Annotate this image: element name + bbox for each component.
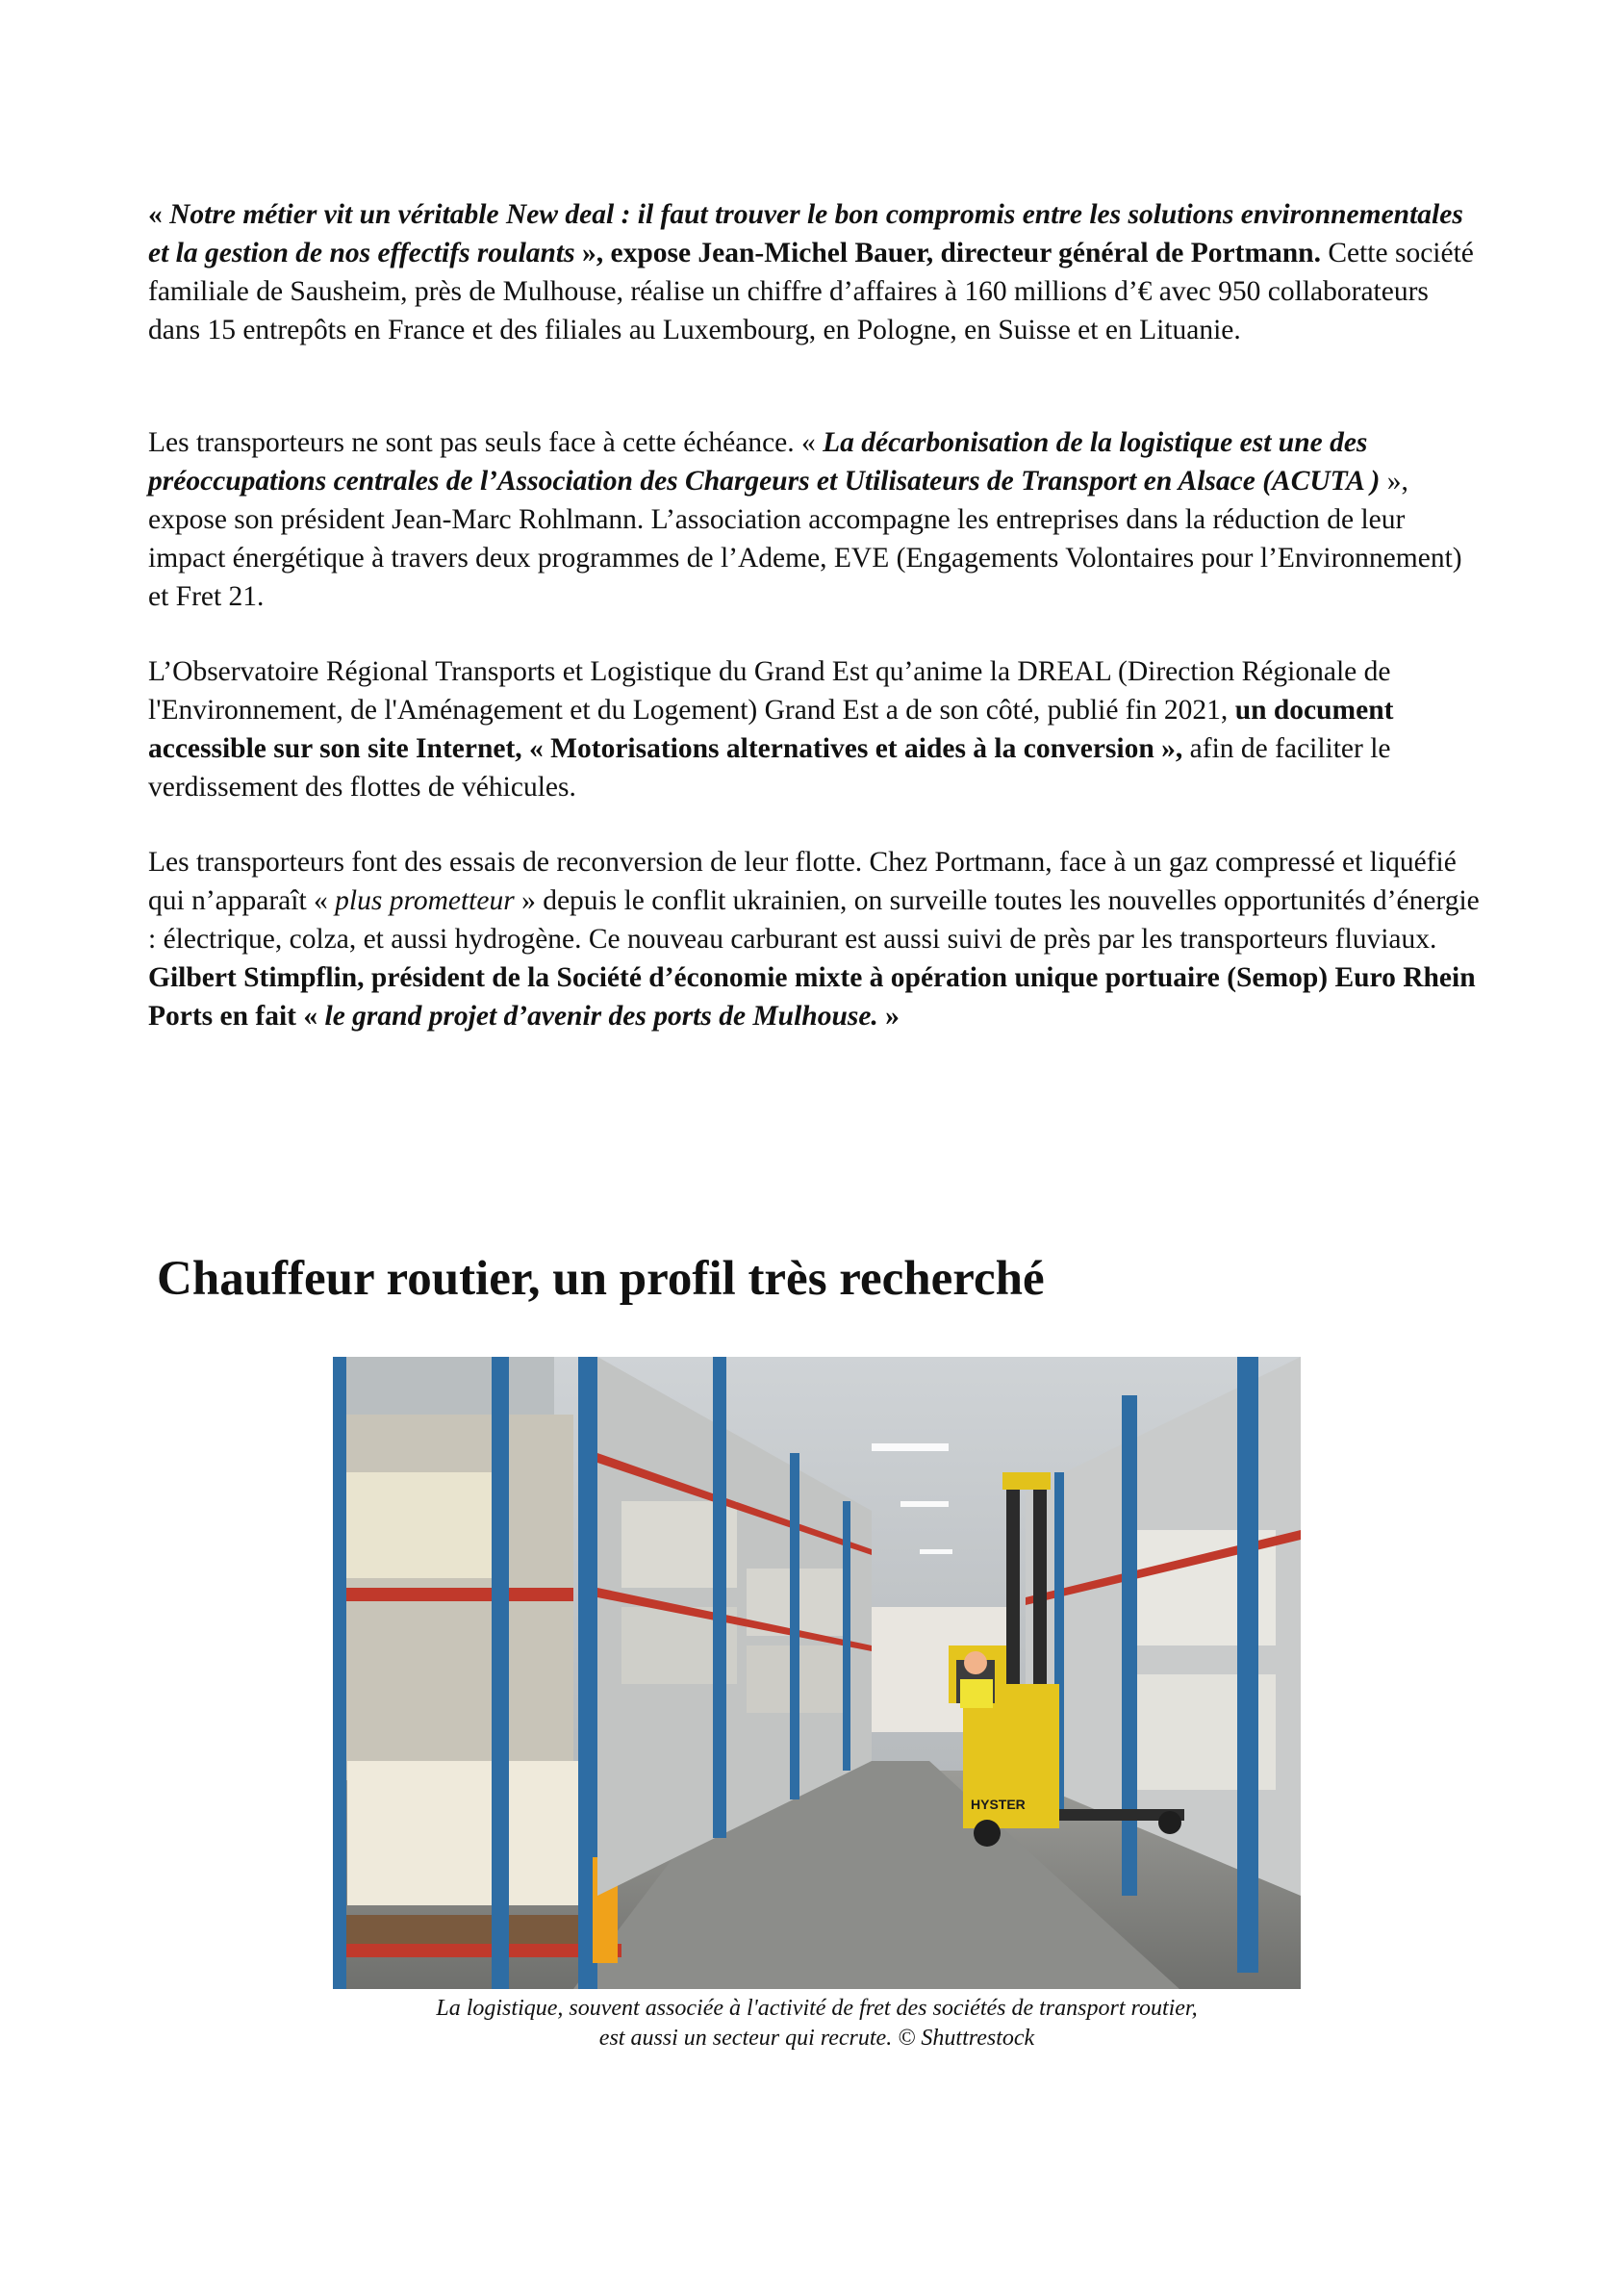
quote-prometteur: plus prometteur <box>335 885 515 916</box>
paragraph-text: L’Observatoire Régional Transports et Logistique du Grand Est qu’anime la DREAL (Direction Régionale de l'Environnement, de l'Aménagement et du Logement) Grand Est a de son côté, publié fin 2021, <box>148 656 1391 726</box>
document-reference: un document accessible sur son site Internet, « Motorisations alternatives et aides à la conversion », <box>148 695 1394 764</box>
paragraph-acuta <box>148 423 1481 616</box>
quote-open: « <box>148 199 170 230</box>
quote-close: » <box>877 1001 900 1032</box>
speaker-bauer: », expose Jean-Michel Bauer, directeur général de Portmann. <box>574 238 1321 268</box>
warehouse-photo <box>333 1357 1301 1989</box>
forklift-brand-label: HYSTER <box>971 1797 1026 1812</box>
paragraph-reconversion <box>148 843 1481 1035</box>
caption-line-2: est aussi un secteur qui recrute. © Shuttrestock <box>598 2026 1035 2051</box>
paragraph-text: Les transporteurs font des essais de reconversion de leur flotte. Chez Portmann, face à un gaz compressé et liquéfié qui n’apparaît « <box>148 847 1457 916</box>
speaker-stimpflin: Gilbert Stimpflin, président de la Société d’économie mixte à opération unique portuaire (Semop) Euro Rhein Ports en fait « <box>148 962 1476 1032</box>
section-heading: Chauffeur routier, un profil très recherché <box>157 1252 1045 1306</box>
paragraph-dreal <box>148 652 1481 806</box>
paragraph-text: Cette société familiale de Sausheim, près de Mulhouse, réalise un chiffre d’affaires à 160 millions d’€ avec 950 collaborateurs dans 15 entrepôts en France et des filiales au Luxembourg, en Pologne, en Suisse et en Lituanie. <box>148 238 1474 345</box>
quote-bauer: Notre métier vit un véritable New deal : il faut trouver le bon compromis entre les solutions environnementales et la gestion de nos effectifs roulants <box>148 199 1463 268</box>
paragraph-text: », expose son président Jean-Marc Rohlmann. L’association accompagne les entreprises dans la réduction de leur impact énergétique à travers deux programmes de l’Ademe, EVE (Engagements Volontaires pour l’Environnement) et Fret 21. <box>148 466 1462 612</box>
quote-stimpflin: le grand projet d’avenir des ports de Mulhouse. <box>324 1001 878 1032</box>
paragraph-portmann <box>148 195 1481 349</box>
photo-caption <box>333 1994 1301 2054</box>
quote-acuta: La décarbonisation de la logistique est une des préoccupations centrales de l’Association des Chargeurs et Utilisateurs de Transport en Alsace (ACUTA ) <box>148 427 1381 497</box>
paragraph-text: afin de faciliter le verdissement des flottes de véhicules. <box>148 733 1391 803</box>
caption-line-1: La logistique, souvent associée à l'activité de fret des sociétés de transport routier, <box>436 1996 1198 2021</box>
paragraph-text: Les transporteurs ne sont pas seuls face à cette échéance. « <box>148 427 824 458</box>
paragraph-text: » depuis le conflit ukrainien, on surveille toutes les nouvelles opportunités d’énergie : électrique, colza, et aussi hydrogène. Ce nouveau carburant est aussi suivi de près par les transporteurs fluviaux. <box>148 885 1480 955</box>
